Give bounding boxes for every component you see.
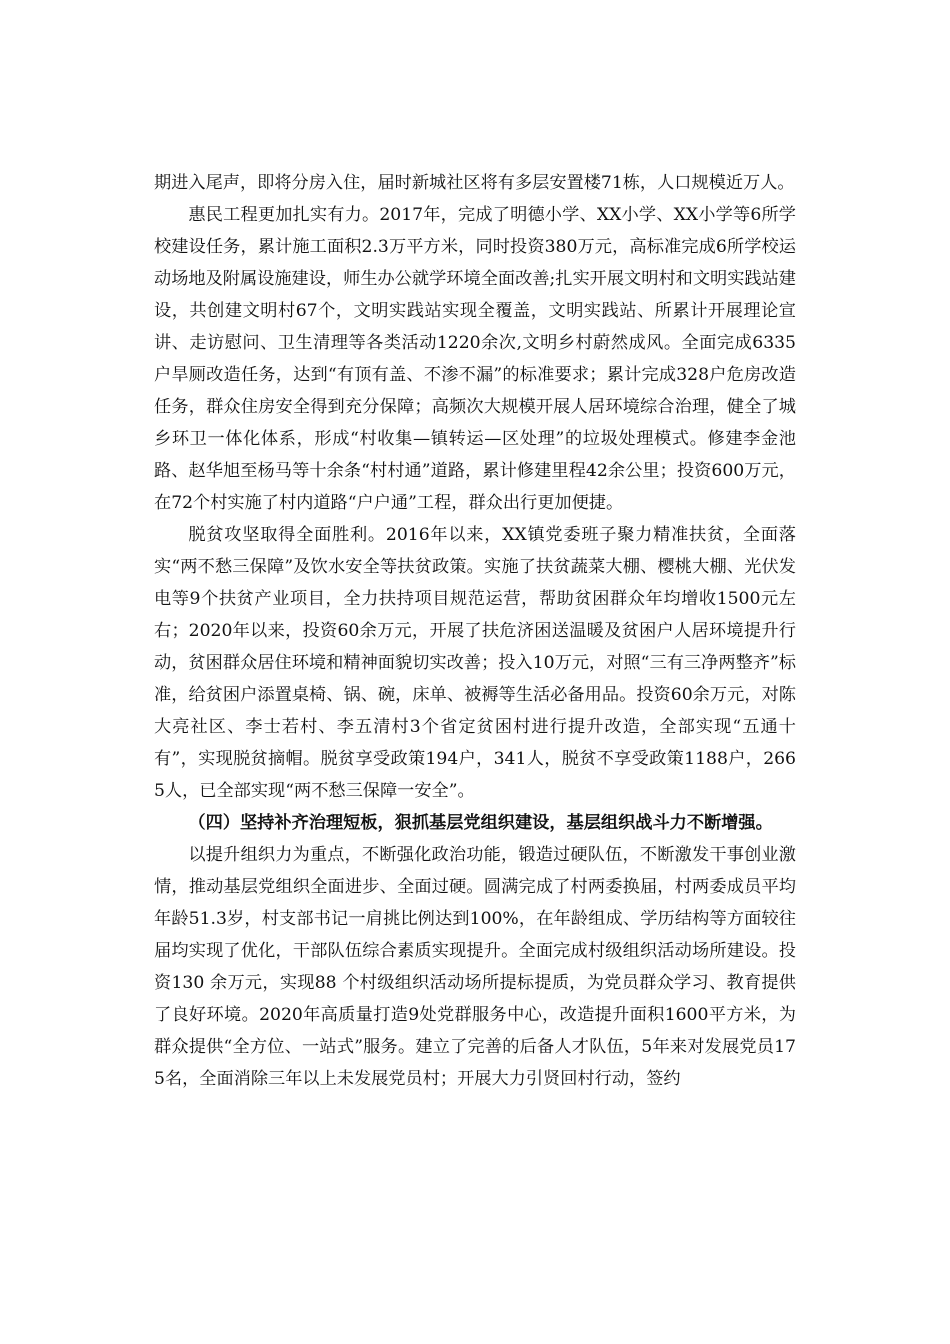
paragraph-livelihood-projects: 惠民工程更加扎实有力。2017年，完成了明德小学、XX小学、XX小学等6所学校建设任务，累计施工面积2.3万平方米，同时投资380万元，高标准完成6所学校运动场地及附属设施建设，师生办公就学环境全面改善;扎实开展文明村和文明实践站建设，共创建文明村67个，文明实践站实现全覆盖，文明实践站、所累计开展理论宣讲、走访慰问、卫生清理等各类活动1220余次,文明乡村蔚然成风。全面完成6335户旱厕改造任务，达到“有顶有盖、不渗不漏”的标准要求；累计完成328户危房改造任务，群众住房安全得到充分保障；高频次大规模开展人居环境综合治理，健全了城乡环卫一体化体系，形成“村收集—镇转运—区处理”的垃圾处理模式。修建李金池路、赵华旭至杨马等十余条“村村通”道路，累计修建里程42余公里；投资600万元，在72个村实施了村内道路“户户通”工程，群众出行更加便捷。 (154, 205, 796, 513)
section-heading-four: （四）坚持补齐治理短板，狠抓基层党组织建设，基层组织战斗力不断增强。 (188, 813, 773, 833)
paragraph-continuation: 期进入尾声，即将分房入住，届时新城社区将有多层安置楼71栋，人口规模近万人。 (154, 173, 795, 193)
document-body (154, 167, 796, 1095)
paragraph-party-organization: 以提升组织力为重点，不断强化政治功能，锻造过硬队伍，不断激发干事创业激情，推动基层党组织全面进步、全面过硬。圆满完成了村两委换届，村两委成员平均年龄51.3岁，村支部书记一肩挑比例达到100%，在年龄组成、学历结构等方面较往届均实现了优化，干部队伍综合素质实现提升。全面完成村级组织活动场所建设。投资130 余万元，实现88 个村级组织活动场所提标提质，为党员群众学习、教育提供了良好环境。2020年高质量打造9处党群服务中心，改造提升面积1600平方米，为群众提供“全方位、一站式”服务。建立了完善的后备人才队伍，5年来对发展党员175名，全面消除三年以上未发展党员村；开展大力引贤回村行动，签约 (154, 845, 796, 1089)
paragraph-poverty-alleviation: 脱贫攻坚取得全面胜利。2016年以来，XX镇党委班子聚力精准扶贫，全面落实“两不愁三保障”及饮水安全等扶贫政策。实施了扶贫蔬菜大棚、樱桃大棚、光伏发电等9个扶贫产业项目，全力扶持项目规范运营，帮助贫困群众年均增收1500元左右；2020年以来，投资60余万元，开展了扶危济困送温暖及贫困户人居环境提升行动，贫困群众居住环境和精神面貌切实改善；投入10万元，对照“三有三净两整齐”标准，给贫困户添置桌椅、锅、碗，床单、被褥等生活必备用品。投资60余万元，对陈大亮社区、李士若村、李五清村3个省定贫困村进行提升改造，全部实现“五通十有”，实现脱贫摘帽。脱贫享受政策194户，341人，脱贫不享受政策1188户，2665人，已全部实现“两不愁三保障一安全”。 (154, 525, 796, 801)
